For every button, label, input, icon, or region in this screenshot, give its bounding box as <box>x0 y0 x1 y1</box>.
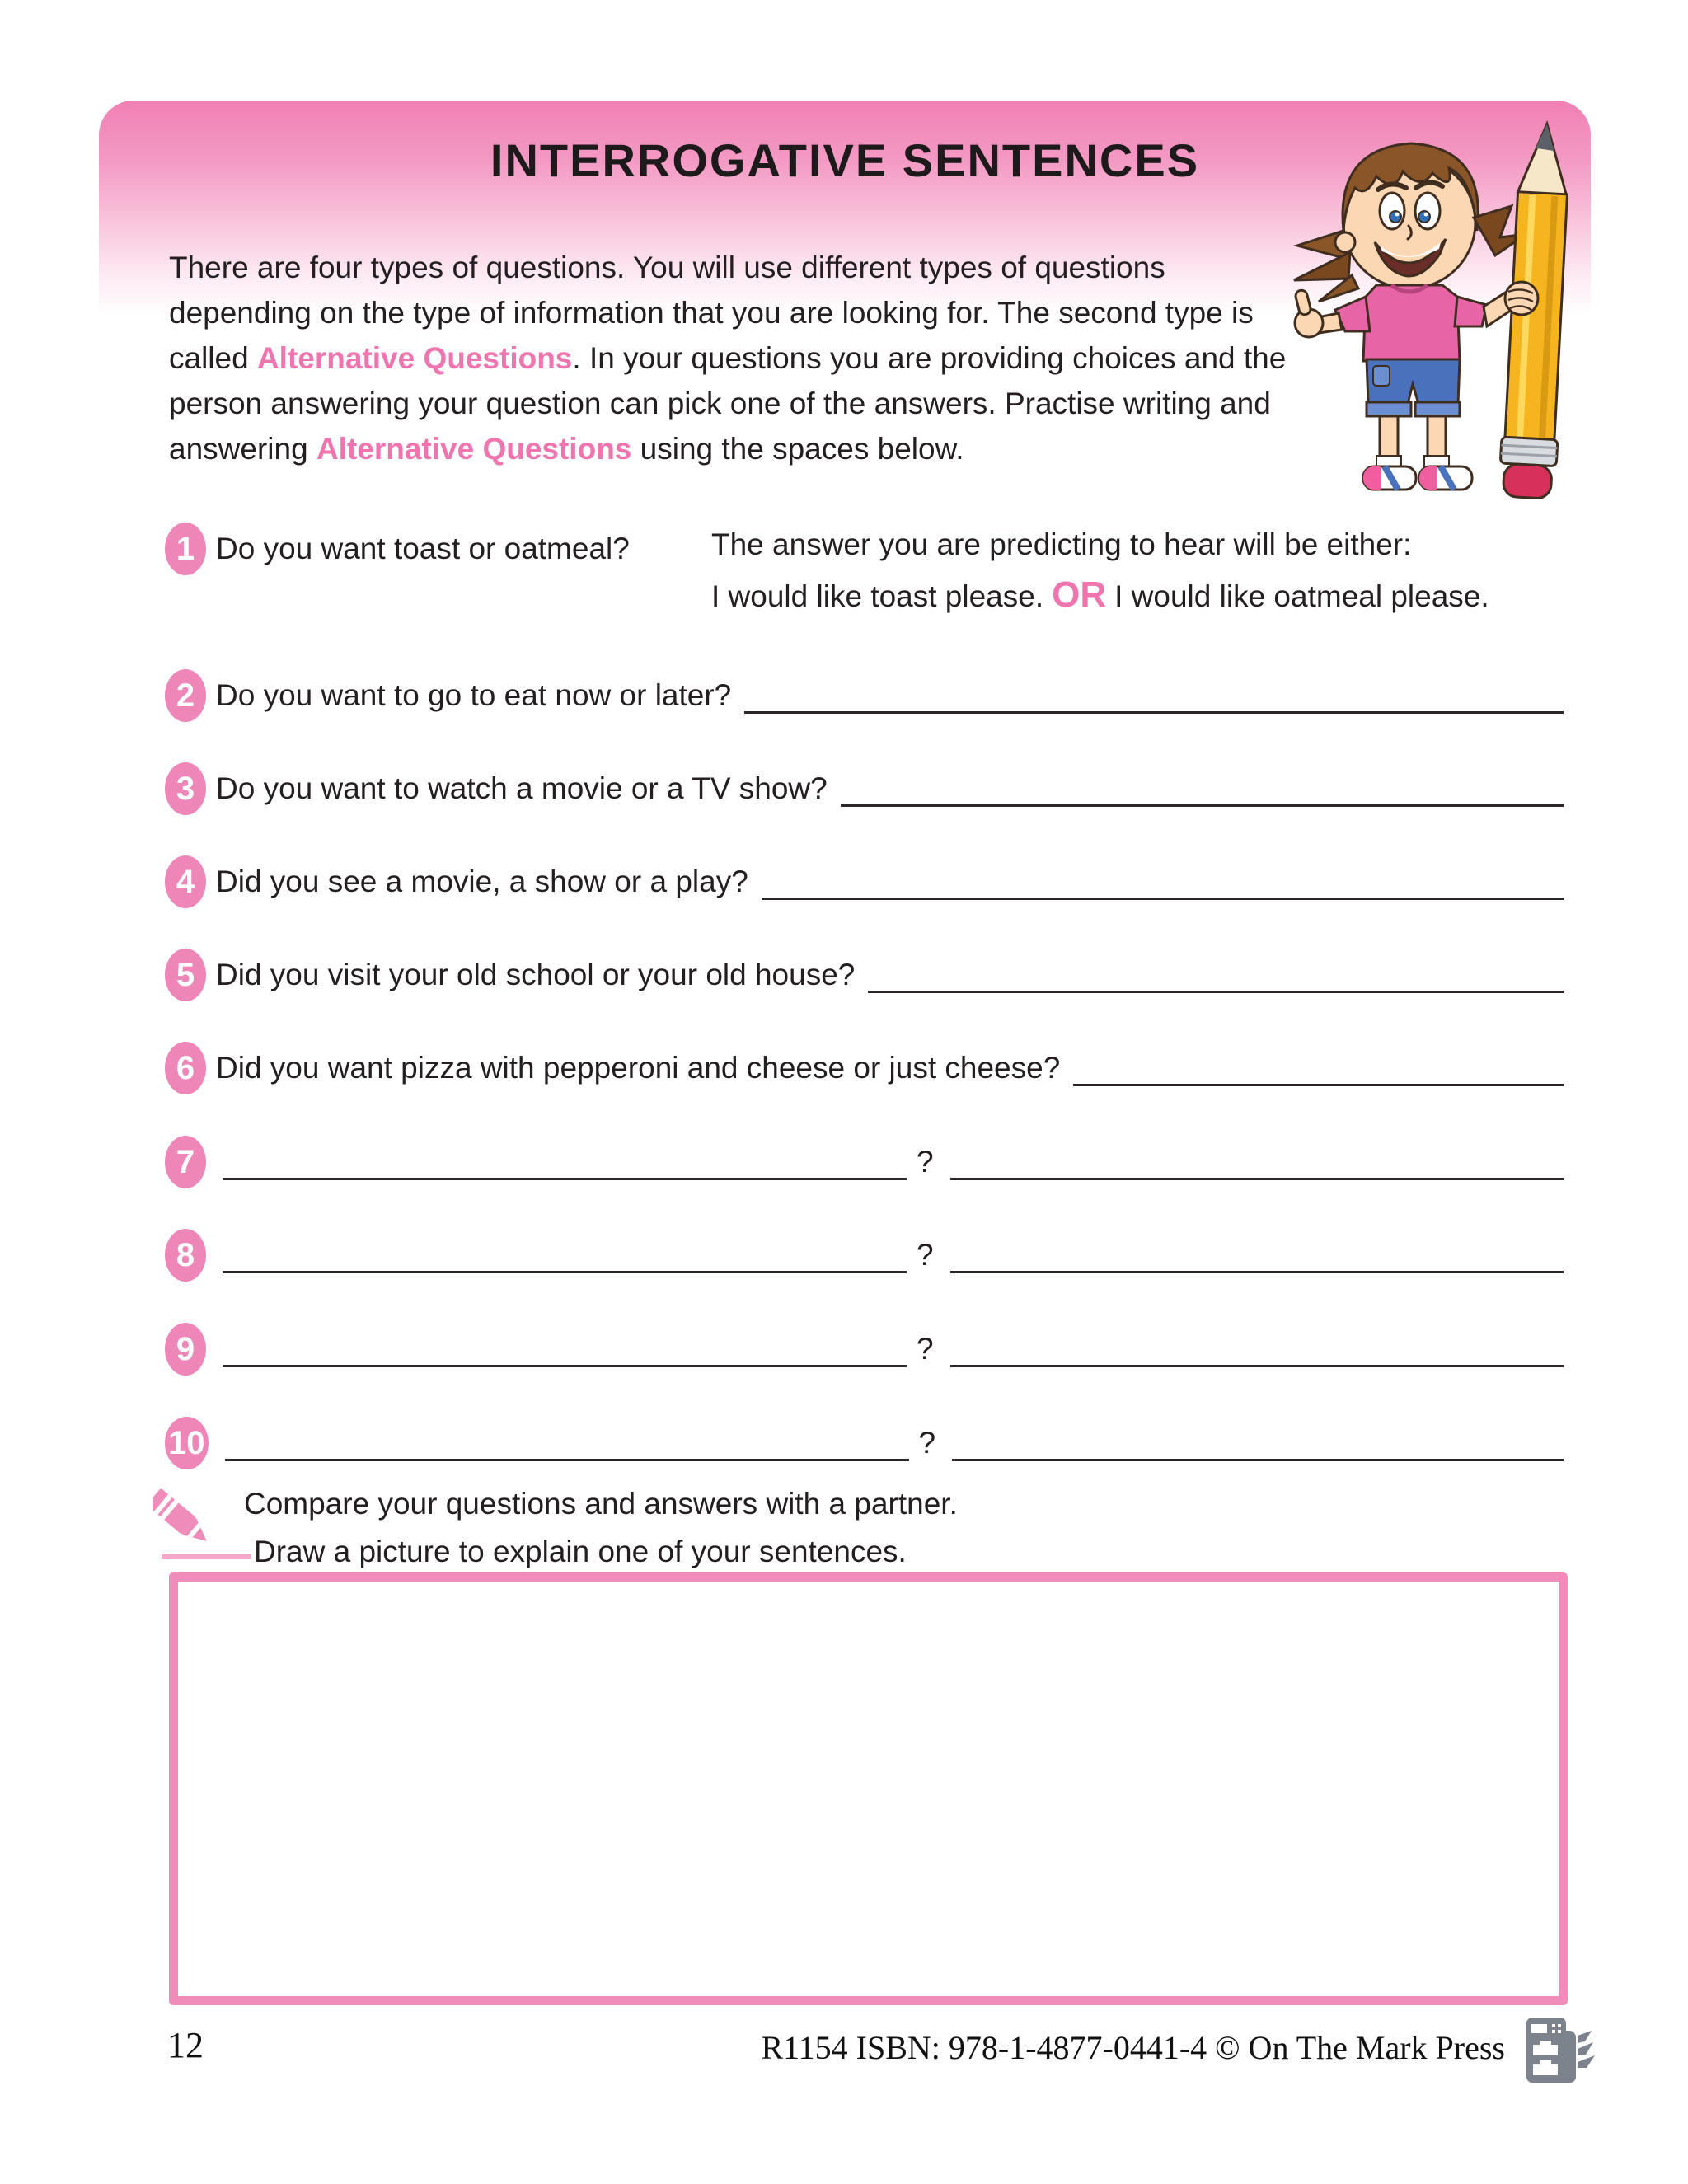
question-row-3 <box>165 759 1564 818</box>
or-highlight: OR <box>1052 574 1107 615</box>
question-number-badge: 8 <box>165 1229 206 1282</box>
question-row-8 <box>165 1226 1564 1285</box>
intro-text-segment: . In your questions you are providing choices and the <box>572 341 1287 375</box>
intro-text-line <box>169 335 1405 381</box>
question-number-badge: 10 <box>165 1417 209 1469</box>
question-number-badge: 1 <box>165 523 206 575</box>
intro-text-segment: There are four types of questions. You will use different types of questions <box>169 251 1165 284</box>
question-text: Do you want to watch a movie or a TV show? <box>216 771 828 805</box>
answer-blank-line <box>1073 1084 1564 1086</box>
question-number-badge: 5 <box>165 949 206 1001</box>
intro-text-segment: answering <box>169 432 316 466</box>
questions-section <box>165 519 1564 1508</box>
question-text: Did you see a movie, a show or a play? <box>216 865 748 898</box>
question-row-5 <box>165 945 1564 1005</box>
example-answer-option1: I would like toast please. <box>711 579 1044 613</box>
example-answer <box>711 519 1489 621</box>
question-mark: ? <box>918 1426 936 1460</box>
question-number-badge: 3 <box>165 762 206 815</box>
example-answer-option2: I would like oatmeal please. <box>1114 579 1489 613</box>
question-number-badge: 2 <box>165 669 206 722</box>
answer-blank-line <box>950 1178 1564 1180</box>
page-number: 12 <box>167 2025 204 2065</box>
question-blank-line <box>223 1271 907 1273</box>
intro-text-segment: using the spaces below. <box>631 432 964 466</box>
question-text: Do you want to go to eat now or later? <box>216 678 732 712</box>
answer-blank-line <box>841 804 1564 807</box>
page-title: INTERROGATIVE SENTENCES <box>490 134 1200 186</box>
closing-instructions <box>244 1480 958 1576</box>
intro-text-segment: called <box>169 341 257 375</box>
highlight-alternative-questions: Alternative Questions <box>316 432 632 466</box>
example-answer-line2 <box>711 569 1489 621</box>
question-mark: ? <box>917 1145 934 1179</box>
answer-blank-line <box>868 991 1564 993</box>
question-blank-line <box>223 1178 907 1180</box>
question-blank-line <box>225 1459 909 1461</box>
intro-text-segment: depending on the type of information that you are looking for. The second type is <box>169 296 1254 330</box>
question-number-badge: 4 <box>165 855 206 908</box>
question-blank-line <box>223 1365 907 1367</box>
question-row-2 <box>165 666 1564 725</box>
question-row-4 <box>165 852 1564 912</box>
intro-text-line <box>169 381 1405 426</box>
copyright-credit: R1154 ISBN: 978-1-4877-0441-4 © On The Mark Press <box>761 2029 1505 2066</box>
example-answer-line1: The answer you are predicting to hear will be either: <box>711 527 1412 561</box>
question-row-6 <box>165 1038 1564 1098</box>
question-row-7 <box>165 1132 1564 1192</box>
photocopier-logo-icon <box>1519 2014 1597 2088</box>
drawing-area-box <box>169 1572 1568 2005</box>
question-number-badge: 6 <box>165 1042 206 1094</box>
answer-blank-line <box>762 898 1564 900</box>
hand-on-pencil <box>1505 282 1538 315</box>
question-text: Do you want toast or oatmeal? <box>216 532 630 565</box>
highlight-alternative-questions: Alternative Questions <box>256 341 573 375</box>
intro-text-line <box>169 245 1405 290</box>
answer-blank-line <box>952 1459 1564 1461</box>
intro-paragraph <box>169 245 1405 471</box>
question-number-badge: 7 <box>165 1136 206 1188</box>
instruction-line-1: Compare your questions and answers with a partner. <box>244 1487 958 1521</box>
answer-blank-line <box>744 711 1564 714</box>
intro-text-line <box>169 290 1405 335</box>
question-text: Did you visit your old school or your old house? <box>216 958 856 991</box>
intro-text-line <box>169 426 1405 471</box>
intro-text-segment: person answering your question can pick one of the answers. Practise writing and <box>169 387 1271 420</box>
instruction-line-2: Draw a picture to explain one of your sentences. <box>254 1535 907 1568</box>
question-number-badge: 9 <box>165 1323 206 1376</box>
question-mark: ? <box>917 1332 934 1366</box>
question-mark: ? <box>917 1238 934 1272</box>
question-row-9 <box>165 1319 1564 1379</box>
question-row-10 <box>165 1413 1564 1473</box>
answer-blank-line <box>950 1271 1564 1273</box>
answer-blank-line <box>950 1365 1564 1367</box>
question-text: Did you want pizza with pepperoni and cheese or just cheese? <box>216 1051 1061 1085</box>
